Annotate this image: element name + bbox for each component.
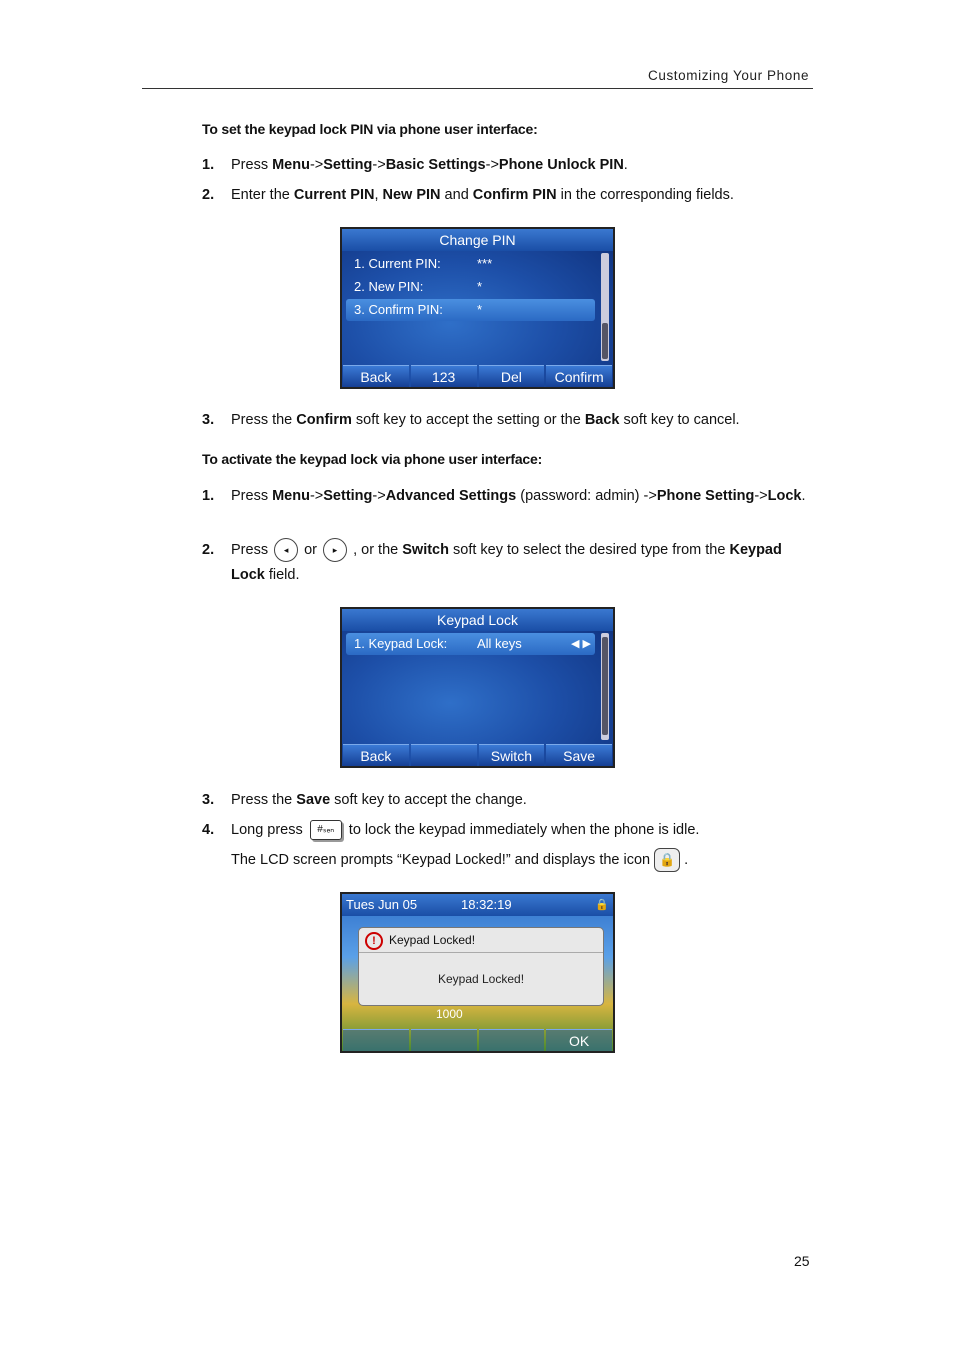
softkey-bar xyxy=(342,1029,613,1051)
date-label: Tues Jun 05 xyxy=(346,897,418,912)
section-heading-set-pin: To set the keypad lock PIN via phone user interface: xyxy=(202,121,538,137)
step-number: 2. xyxy=(202,542,215,558)
keypad-lock-row[interactable]: 1. Keypad Lock: All keys ◀ ▶ xyxy=(346,633,595,655)
step-number: 3. xyxy=(202,792,215,808)
screen-title: Keypad Lock xyxy=(342,609,613,631)
left-arrow-key-icon: ◂ xyxy=(274,538,298,562)
softkey-ok[interactable]: OK xyxy=(546,1029,612,1051)
softkey-confirm[interactable]: Confirm xyxy=(546,365,612,387)
pound-send-key-icon: #ₛₑₙ xyxy=(310,820,342,840)
softkey-empty-3 xyxy=(479,1029,545,1051)
scroll-thumb[interactable] xyxy=(602,637,608,735)
screen-title: Change PIN xyxy=(342,229,613,251)
step-number: 4. xyxy=(202,822,215,838)
step-text: Press Menu->Setting->Advanced Settings (password: admin) ->Phone Setting->Lock. xyxy=(231,488,806,504)
softkey-save[interactable]: Save xyxy=(546,744,612,766)
page-number: 25 xyxy=(794,1253,810,1269)
step-text: Long press #ₛₑₙ to lock the keypad immediately when the phone is idle. xyxy=(231,818,816,843)
softkey-123[interactable]: 123 xyxy=(411,365,477,387)
step-text: The LCD screen prompts “Keypad Locked!” and displays the icon 🔒 . xyxy=(231,848,816,873)
softkey-back[interactable]: Back xyxy=(343,744,409,766)
step-number: 2. xyxy=(202,187,215,203)
account-label: 1000 xyxy=(436,1007,463,1021)
idle-locked-screen xyxy=(340,892,615,1053)
new-pin-row[interactable]: 2. New PIN: * xyxy=(354,279,483,294)
step-text: Press the Save soft key to accept the change. xyxy=(231,792,527,808)
current-pin-row[interactable]: 1. Current PIN: *** xyxy=(354,256,493,271)
softkey-switch[interactable]: Switch xyxy=(479,744,545,766)
softkey-back[interactable]: Back xyxy=(343,365,409,387)
popup-header: ! Keypad Locked! xyxy=(359,928,603,953)
step-text: Press Menu->Setting->Basic Settings->Phone Unlock PIN. xyxy=(231,157,628,173)
softkey-bar xyxy=(342,365,613,387)
lock-icon: 🔒 xyxy=(654,848,680,872)
softkey-bar xyxy=(342,744,613,766)
keypad-lock-screen xyxy=(340,607,615,768)
scrollbar[interactable] xyxy=(601,253,609,361)
confirm-pin-row[interactable]: 3. Confirm PIN: * xyxy=(346,299,595,321)
running-header: Customizing Your Phone xyxy=(648,68,810,83)
softkey-empty-1 xyxy=(343,1029,409,1051)
section-heading-activate-lock: To activate the keypad lock via phone user interface: xyxy=(202,451,543,467)
keypad-locked-popup xyxy=(358,927,604,1006)
warning-icon: ! xyxy=(365,932,383,950)
scrollbar[interactable] xyxy=(601,633,609,740)
left-right-arrows-icon: ◀ ▶ xyxy=(571,638,591,650)
softkey-empty xyxy=(411,744,477,766)
step-number: 1. xyxy=(202,488,215,504)
right-arrow-key-icon: ▸ xyxy=(323,538,347,562)
status-bar xyxy=(342,894,613,916)
step-text: Enter the Current PIN, New PIN and Confirm PIN in the corresponding fields. xyxy=(231,187,734,203)
step-text: Press ◂ or ▸ , or the Switch soft key to select the desired type from the Keypad Lock field. xyxy=(231,538,816,588)
step-text: Press the Confirm soft key to accept the setting or the Back soft key to cancel. xyxy=(231,412,740,428)
lock-status-icon: 🔒 xyxy=(595,899,609,911)
popup-message: Keypad Locked! xyxy=(437,972,525,986)
softkey-del[interactable]: Del xyxy=(479,365,545,387)
change-pin-screen xyxy=(340,227,615,389)
header-rule xyxy=(142,88,813,89)
time-label: 18:32:19 xyxy=(461,897,512,912)
step-number: 1. xyxy=(202,157,215,173)
scroll-thumb[interactable] xyxy=(602,323,608,359)
softkey-empty-2 xyxy=(411,1029,477,1051)
step-number: 3. xyxy=(202,412,215,428)
